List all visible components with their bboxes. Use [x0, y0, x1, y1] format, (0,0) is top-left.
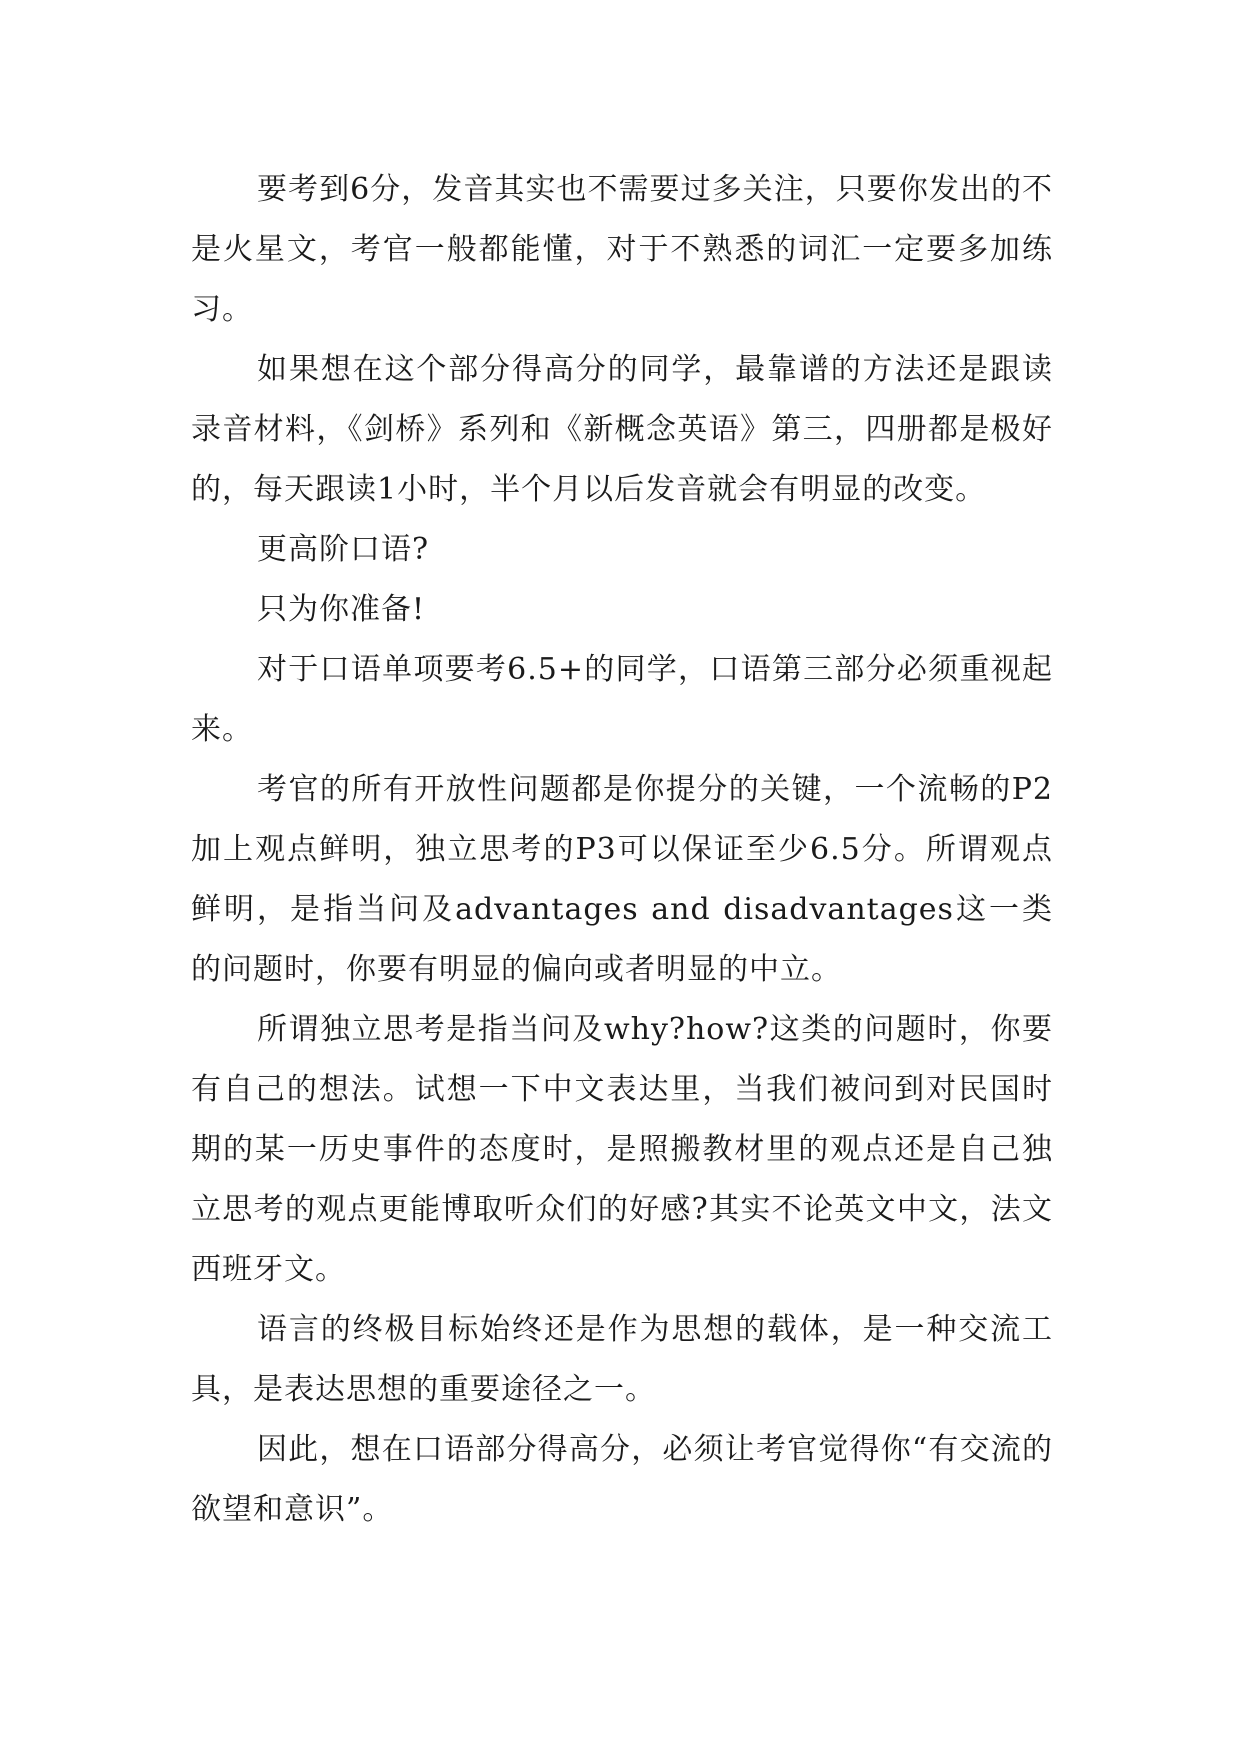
paragraph-prepared: 只为你准备!: [257, 592, 426, 627]
paragraph-pronunciation: 要考到6分，发音其实也不需要过多关注，只要你发出的不是火星文，考官一般都能懂，对于不熟悉的词汇一定要多加练习。: [191, 172, 1053, 327]
document-body: [191, 160, 1053, 1540]
paragraph-advanced-question: 更高阶口语?: [257, 532, 430, 567]
paragraph-conclusion: 因此，想在口语部分得高分，必须让考官觉得你“有交流的欲望和意识”。: [191, 1432, 1053, 1527]
paragraph-language-goal: 语言的终极目标始终还是作为思想的载体，是一种交流工具，是表达思想的重要途径之一。: [191, 1312, 1053, 1407]
paragraph-shadowing: 如果想在这个部分得高分的同学，最靠谱的方法还是跟读录音材料，《剑桥》系列和《新概念英语》第三，四册都是极好的，每天跟读1小时，半个月以后发音就会有明显的改变。: [191, 352, 1053, 507]
paragraph-part-three: 对于口语单项要考6.5+的同学，口语第三部分必须重视起来。: [191, 652, 1053, 747]
paragraph-open-questions: 考官的所有开放性问题都是你提分的关键，一个流畅的P2加上观点鲜明，独立思考的P3可以保证至少6.5分。所谓观点鲜明，是指当问及advantages and disadvantages这一类的问题时，你要有明显的偏向或者明显的中立。: [191, 772, 1053, 987]
paragraph-independent-thinking: 所谓独立思考是指当问及why?how?这类的问题时，你要有自己的想法。试想一下中文表达里，当我们被问到对民国时期的某一历史事件的态度时，是照搬教材里的观点还是自己独立思考的观点更能博取听众们的好感?其实不论英文中文，法文西班牙文。: [191, 1012, 1053, 1287]
